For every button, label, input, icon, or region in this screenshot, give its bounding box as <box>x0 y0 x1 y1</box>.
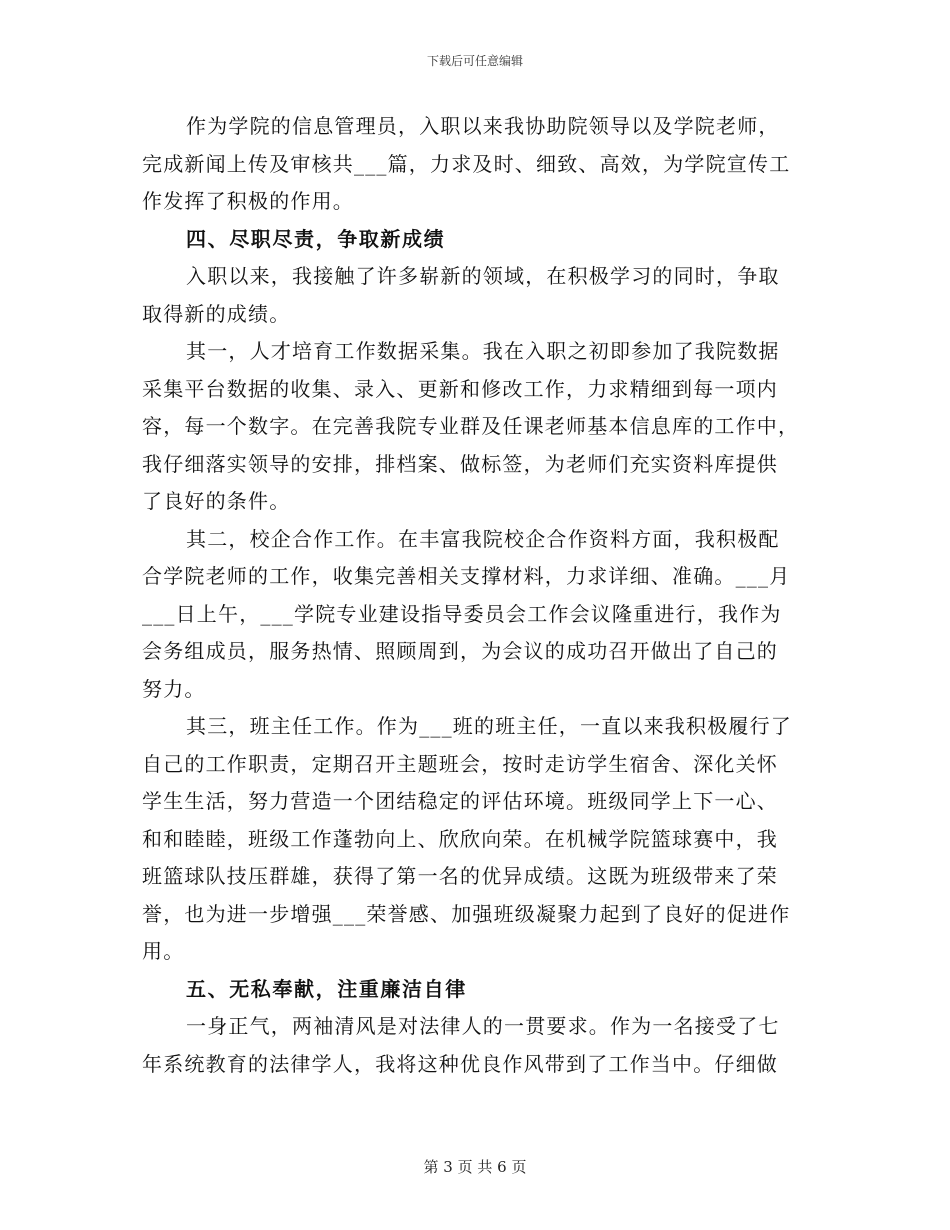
paragraph-line: 会务组成员，服务热情、照顾周到，为会议的成功召开做出了自己的 <box>142 639 778 663</box>
paragraph-line: 努力。 <box>142 676 206 701</box>
paragraph-line: 年系统教育的法律学人，我将这种优良作风带到了工作当中。仔细做 <box>142 1051 778 1076</box>
paragraph-line: 取得新的成绩。 <box>142 301 291 326</box>
section-heading: 五、无私奉献，注重廉洁自律 <box>186 976 467 1001</box>
paragraph-line: ___日上午，___学院专业建设指导委员会工作会议隆重进行，我作为 <box>142 601 782 626</box>
section-heading: 四、尽职尽责，争取新成绩 <box>186 226 446 251</box>
paragraph-line: 一身正气，两袖清风是对法律人的一贯要求。作为一名接受了七 <box>186 1014 780 1038</box>
paragraph-line: 作发挥了积极的作用。 <box>142 189 354 213</box>
paragraph-line: 自己的工作职责，定期召开主题班会，按时走访学生宿舍、深化关怀 <box>142 751 778 776</box>
page-footer: 第 3 页 共 6 页 <box>423 1158 527 1176</box>
paragraph-line: 我仔细落实领导的安排，排档案、做标签，为老师们充实资料库提供 <box>142 451 778 476</box>
page-header: 下载后可任意编辑 <box>426 54 523 68</box>
paragraph-line: 其二，校企合作工作。在丰富我院校企合作资料方面，我积极配 <box>186 526 780 551</box>
paragraph-line: 学生生活，努力营造一个团结稳定的评估环境。班级同学上下一心、 <box>142 789 778 813</box>
paragraph-line: 入职以来，我接触了许多崭新的领域，在积极学习的同时，争取 <box>186 264 780 288</box>
paragraph-line: 其一，人才培育工作数据采集。我在入职之初即参加了我院数据 <box>186 339 780 363</box>
paragraph-line: 完成新闻上传及审核共___篇，力求及时、细致、高效，为学院宣传工 <box>142 151 791 176</box>
paragraph-line: 班篮球队技压群雄，获得了第一名的优异成绩。这既为班级带来了荣 <box>142 864 778 888</box>
paragraph-line: 容，每一个数字。在完善我院专业群及任课老师基本信息库的工作中， <box>142 414 800 438</box>
paragraph-line: 合学院老师的工作，收集完善相关支撑材料，力求详细、准确。___月 <box>142 564 791 588</box>
paragraph-line: 采集平台数据的收集、录入、更新和修改工作，力求精细到每一项内 <box>142 376 778 401</box>
paragraph-line: 誉，也为进一步增强___荣誉感、加强班级凝聚力起到了良好的促进作 <box>142 901 791 926</box>
paragraph-line: 了良好的条件。 <box>142 489 291 513</box>
document-body <box>142 108 810 1083</box>
paragraph-line: 作为学院的信息管理员，入职以来我协助院领导以及学院老师， <box>186 114 780 138</box>
paragraph-line: 其三，班主任工作。作为___班的班主任，一直以来我积极履行了 <box>186 714 792 738</box>
paragraph-line: 和和睦睦，班级工作蓬勃向上、欣欣向荣。在机械学院篮球赛中，我 <box>142 826 778 851</box>
paragraph-line: 用。 <box>142 939 185 963</box>
